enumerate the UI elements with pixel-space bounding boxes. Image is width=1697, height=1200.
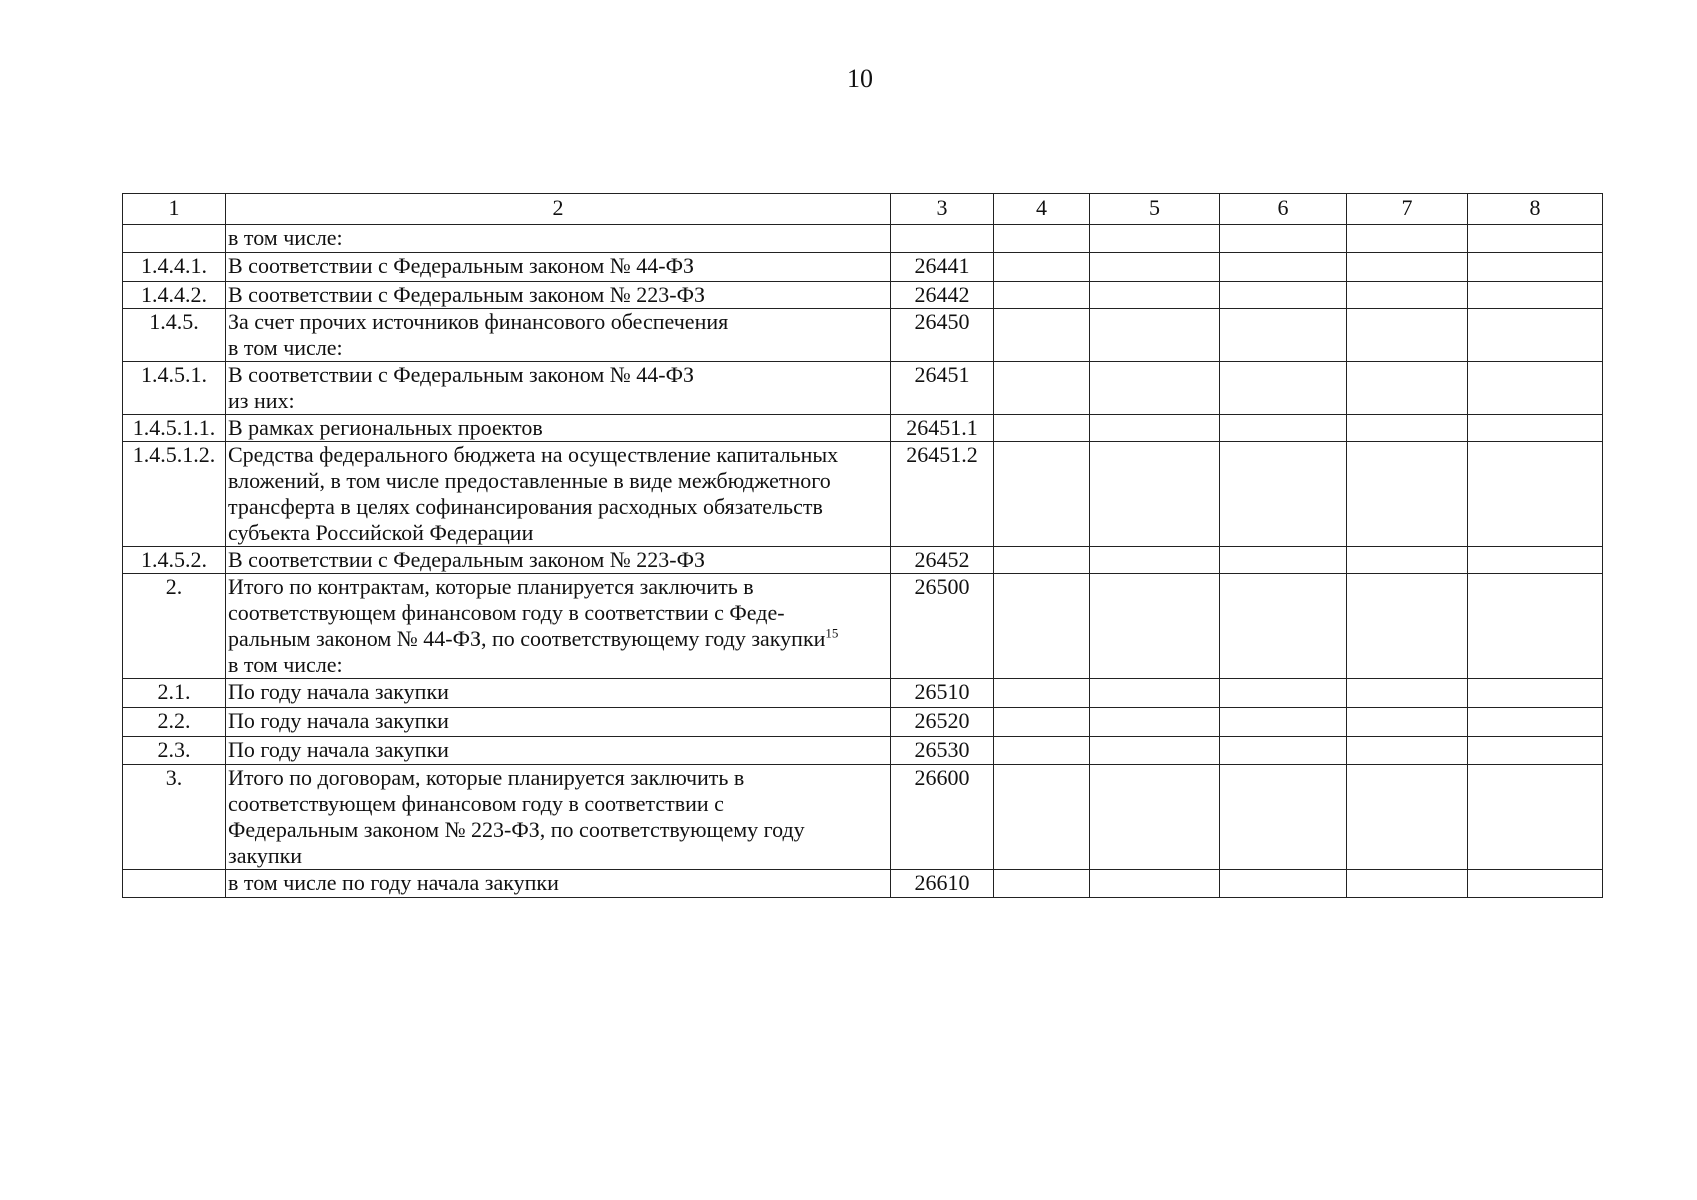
row-description — [226, 574, 891, 679]
value-cell-col-4 — [994, 765, 1090, 870]
description-text: В соответствии с Федеральным законом № 223-ФЗ — [228, 282, 706, 307]
description-line — [228, 765, 888, 791]
description-text: в том числе: — [228, 225, 343, 250]
table-row — [123, 253, 1603, 282]
value-cell-col-4 — [994, 574, 1090, 679]
value-cell-col-8 — [1468, 415, 1603, 442]
row-number: 2.2. — [123, 708, 226, 737]
value-cell-col-5 — [1090, 225, 1220, 253]
table-row — [123, 225, 1603, 253]
row-description — [226, 679, 891, 708]
value-cell-col-7 — [1347, 415, 1468, 442]
value-cell-col-4 — [994, 415, 1090, 442]
table-row — [123, 765, 1603, 870]
description-line — [228, 442, 888, 468]
table-row — [123, 415, 1603, 442]
value-cell-col-6 — [1220, 870, 1347, 898]
value-cell-col-4 — [994, 679, 1090, 708]
row-code: 26500 — [891, 574, 994, 679]
value-cell-col-8 — [1468, 708, 1603, 737]
value-cell-col-7 — [1347, 547, 1468, 574]
row-description — [226, 225, 891, 253]
row-number: 1.4.4.2. — [123, 282, 226, 309]
value-cell-col-4 — [994, 282, 1090, 309]
description-line — [228, 415, 888, 441]
description-text: в том числе по году начала закупки — [228, 870, 559, 895]
row-code: 26610 — [891, 870, 994, 898]
description-text: В рамках региональных проектов — [228, 415, 543, 440]
row-number: 2.1. — [123, 679, 226, 708]
value-cell-col-4 — [994, 547, 1090, 574]
table-row — [123, 679, 1603, 708]
description-line — [228, 817, 888, 843]
value-cell-col-6 — [1220, 679, 1347, 708]
description-text: Итого по контрактам, которые планируется заключить в — [228, 574, 754, 599]
value-cell-col-4 — [994, 362, 1090, 415]
table-row — [123, 737, 1603, 765]
description-line — [228, 362, 888, 388]
description-text: вложений, в том числе предоставленные в виде межбюджетного — [228, 468, 831, 493]
value-cell-col-8 — [1468, 574, 1603, 679]
value-cell-col-5 — [1090, 737, 1220, 765]
row-number: 2.3. — [123, 737, 226, 765]
row-code: 26452 — [891, 547, 994, 574]
description-line — [228, 494, 888, 520]
value-cell-col-8 — [1468, 282, 1603, 309]
description-line — [228, 652, 888, 678]
description-text: субъекта Российской Федерации — [228, 520, 534, 545]
value-cell-col-8 — [1468, 547, 1603, 574]
header-cell-3: 3 — [891, 194, 994, 225]
description-line — [228, 309, 888, 335]
value-cell-col-4 — [994, 737, 1090, 765]
value-cell-col-5 — [1090, 708, 1220, 737]
footnote-marker: 15 — [825, 625, 839, 641]
value-cell-col-5 — [1090, 574, 1220, 679]
value-cell-col-5 — [1090, 309, 1220, 362]
description-text: По году начала закупки — [228, 708, 449, 733]
value-cell-col-7 — [1347, 765, 1468, 870]
description-text: По году начала закупки — [228, 737, 449, 762]
description-text: трансферта в целях софинансирования расходных обязательств — [228, 494, 823, 519]
value-cell-col-7 — [1347, 253, 1468, 282]
row-number: 1.4.4.1. — [123, 253, 226, 282]
table-row — [123, 547, 1603, 574]
value-cell-col-6 — [1220, 708, 1347, 737]
description-line — [228, 626, 888, 652]
value-cell-col-7 — [1347, 282, 1468, 309]
value-cell-col-5 — [1090, 547, 1220, 574]
value-cell-col-8 — [1468, 362, 1603, 415]
description-text: Федеральным законом № 223-ФЗ, по соответствующему году — [228, 817, 805, 842]
table-row — [123, 309, 1603, 362]
description-text: В соответствии с Федеральным законом № 44-ФЗ — [228, 253, 695, 278]
header-cell-8: 8 — [1468, 194, 1603, 225]
header-cell-2: 2 — [226, 194, 891, 225]
page-number: 10 — [847, 64, 873, 93]
row-code: 26600 — [891, 765, 994, 870]
description-text: закупки — [228, 843, 303, 868]
row-number: 2. — [123, 574, 226, 679]
table-body — [123, 194, 1603, 898]
value-cell-col-6 — [1220, 282, 1347, 309]
description-line — [228, 600, 888, 626]
header-row — [123, 194, 1603, 225]
description-line — [228, 574, 888, 600]
value-cell-col-8 — [1468, 870, 1603, 898]
value-cell-col-7 — [1347, 708, 1468, 737]
row-code: 26530 — [891, 737, 994, 765]
header-cell-6: 6 — [1220, 194, 1347, 225]
row-description — [226, 737, 891, 765]
value-cell-col-8 — [1468, 442, 1603, 547]
value-cell-col-8 — [1468, 253, 1603, 282]
row-number — [123, 225, 226, 253]
header-cell-4: 4 — [994, 194, 1090, 225]
value-cell-col-8 — [1468, 765, 1603, 870]
value-cell-col-7 — [1347, 225, 1468, 253]
row-number: 1.4.5.1.1. — [123, 415, 226, 442]
value-cell-col-6 — [1220, 547, 1347, 574]
description-line — [228, 870, 888, 896]
value-cell-col-4 — [994, 870, 1090, 898]
row-number: 1.4.5.2. — [123, 547, 226, 574]
row-description — [226, 362, 891, 415]
value-cell-col-4 — [994, 309, 1090, 362]
description-line — [228, 520, 888, 546]
data-table — [122, 193, 1603, 898]
value-cell-col-6 — [1220, 737, 1347, 765]
description-text: Итого по договорам, которые планируется заключить в — [228, 765, 745, 790]
description-line — [228, 253, 888, 279]
row-code: 26450 — [891, 309, 994, 362]
table-row — [123, 282, 1603, 309]
value-cell-col-5 — [1090, 282, 1220, 309]
description-text: За счет прочих источников финансового обеспечения — [228, 309, 729, 334]
row-number — [123, 870, 226, 898]
table-row — [123, 442, 1603, 547]
row-code: 26451 — [891, 362, 994, 415]
row-description — [226, 282, 891, 309]
row-number: 1.4.5.1. — [123, 362, 226, 415]
row-description — [226, 708, 891, 737]
value-cell-col-5 — [1090, 870, 1220, 898]
table-row — [123, 574, 1603, 679]
row-description — [226, 442, 891, 547]
description-line — [228, 708, 888, 734]
value-cell-col-5 — [1090, 679, 1220, 708]
value-cell-col-4 — [994, 253, 1090, 282]
description-line — [228, 843, 888, 869]
row-description — [226, 547, 891, 574]
value-cell-col-7 — [1347, 362, 1468, 415]
row-code: 26510 — [891, 679, 994, 708]
value-cell-col-5 — [1090, 765, 1220, 870]
description-line — [228, 679, 888, 705]
row-number: 1.4.5. — [123, 309, 226, 362]
description-line — [228, 225, 888, 251]
description-text: соответствующем финансовом году в соответствии с — [228, 791, 724, 816]
description-line — [228, 388, 888, 414]
description-text: По году начала закупки — [228, 679, 449, 704]
row-number: 3. — [123, 765, 226, 870]
header-cell-5: 5 — [1090, 194, 1220, 225]
description-text: в том числе: — [228, 335, 343, 360]
value-cell-col-8 — [1468, 737, 1603, 765]
row-description — [226, 765, 891, 870]
value-cell-col-7 — [1347, 679, 1468, 708]
value-cell-col-6 — [1220, 442, 1347, 547]
row-number: 1.4.5.1.2. — [123, 442, 226, 547]
description-text: в том числе: — [228, 652, 343, 677]
value-cell-col-7 — [1347, 309, 1468, 362]
row-code: 26520 — [891, 708, 994, 737]
description-line — [228, 335, 888, 361]
description-line — [228, 282, 888, 308]
value-cell-col-4 — [994, 708, 1090, 737]
header-cell-7: 7 — [1347, 194, 1468, 225]
value-cell-col-6 — [1220, 574, 1347, 679]
description-line — [228, 547, 888, 573]
value-cell-col-6 — [1220, 362, 1347, 415]
row-code: 26442 — [891, 282, 994, 309]
value-cell-col-4 — [994, 225, 1090, 253]
row-description — [226, 253, 891, 282]
description-text: ральным законом № 44-ФЗ, по соответствующему году закупки — [228, 626, 826, 651]
value-cell-col-5 — [1090, 362, 1220, 415]
description-line — [228, 737, 888, 763]
row-code: 26441 — [891, 253, 994, 282]
value-cell-col-8 — [1468, 679, 1603, 708]
header-cell-1: 1 — [123, 194, 226, 225]
row-code: 26451.1 — [891, 415, 994, 442]
value-cell-col-8 — [1468, 309, 1603, 362]
description-line — [228, 468, 888, 494]
value-cell-col-8 — [1468, 225, 1603, 253]
row-description — [226, 870, 891, 898]
description-text: Средства федерального бюджета на осуществление капитальных — [228, 442, 839, 467]
row-code: 26451.2 — [891, 442, 994, 547]
description-line — [228, 791, 888, 817]
value-cell-col-5 — [1090, 442, 1220, 547]
value-cell-col-6 — [1220, 253, 1347, 282]
description-text: В соответствии с Федеральным законом № 223-ФЗ — [228, 547, 706, 572]
value-cell-col-4 — [994, 442, 1090, 547]
value-cell-col-6 — [1220, 415, 1347, 442]
description-text: соответствующем финансовом году в соответствии с Феде- — [228, 600, 785, 625]
value-cell-col-7 — [1347, 737, 1468, 765]
value-cell-col-7 — [1347, 870, 1468, 898]
value-cell-col-7 — [1347, 574, 1468, 679]
table-row — [123, 362, 1603, 415]
row-code — [891, 225, 994, 253]
value-cell-col-6 — [1220, 225, 1347, 253]
table-row — [123, 708, 1603, 737]
description-text: из них: — [228, 388, 295, 413]
row-description — [226, 415, 891, 442]
row-description — [226, 309, 891, 362]
value-cell-col-6 — [1220, 309, 1347, 362]
value-cell-col-6 — [1220, 765, 1347, 870]
value-cell-col-5 — [1090, 415, 1220, 442]
table-row — [123, 870, 1603, 898]
value-cell-col-7 — [1347, 442, 1468, 547]
value-cell-col-5 — [1090, 253, 1220, 282]
description-text: В соответствии с Федеральным законом № 44-ФЗ — [228, 362, 695, 387]
